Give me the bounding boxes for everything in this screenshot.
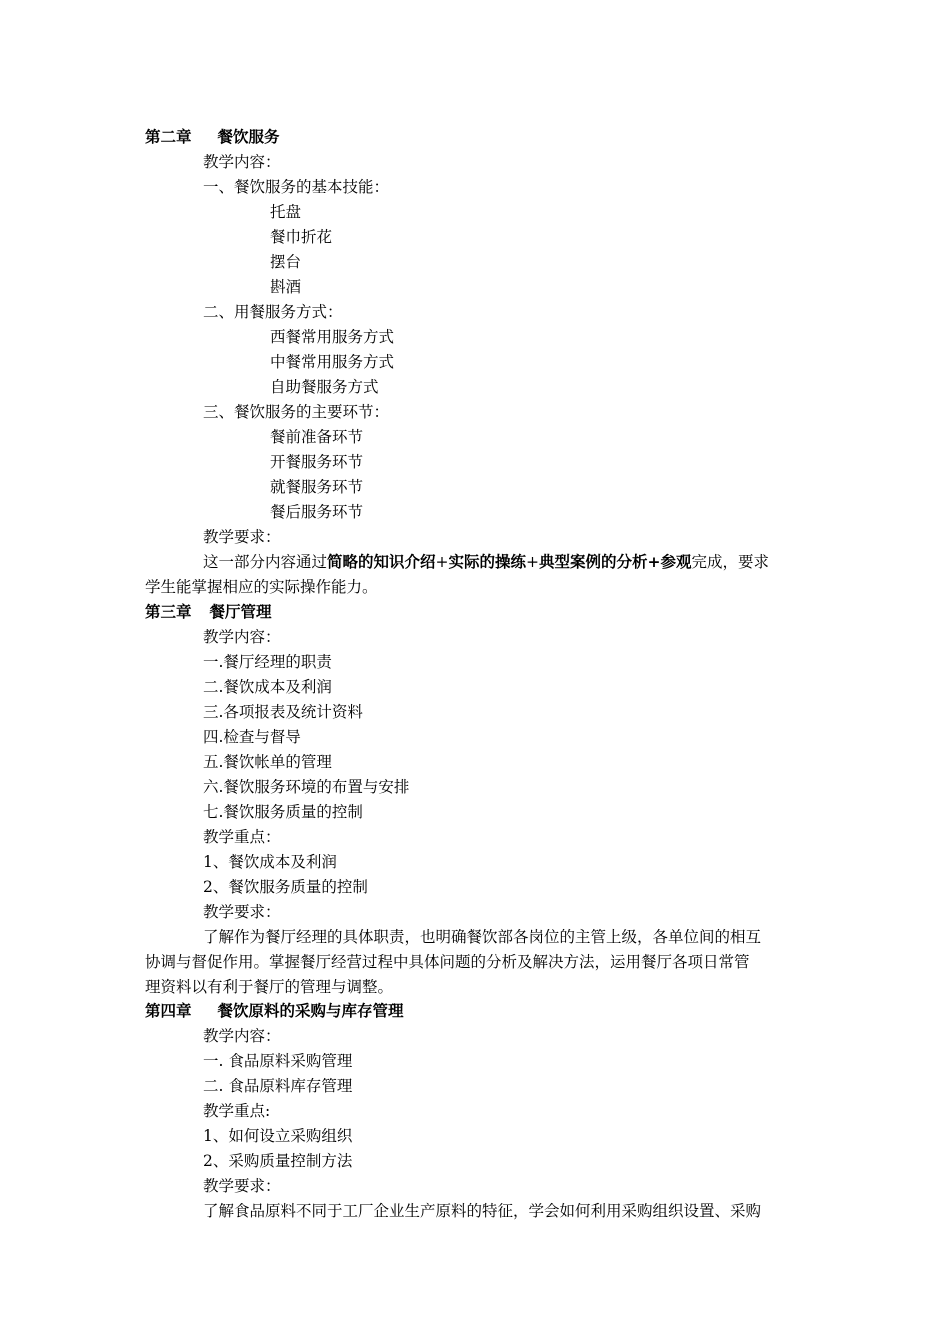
- list-item: 二. 食品原料库存管理: [203, 1077, 353, 1095]
- requirements-label: 教学要求：: [203, 1177, 281, 1195]
- chapter-4-heading: [145, 999, 404, 1024]
- chapter-number: 第二章: [145, 128, 192, 146]
- text-run: +: [526, 553, 540, 571]
- list-item: 摆台: [270, 253, 302, 271]
- bold-text-run: 典型案例的分析+参观: [539, 553, 692, 571]
- text-run: 完成，要求: [691, 553, 770, 571]
- requirements-paragraph-line: 了解食品原料不同于工厂企业生产原料的特征，学会如何利用采购组织设置、采购: [203, 1202, 762, 1220]
- list-item: 餐巾折花: [270, 228, 333, 246]
- list-item: 托盘: [270, 203, 302, 221]
- chapter-title: 餐饮原料的采购与库存管理: [217, 1002, 404, 1020]
- key-points-label: 教学重点:: [203, 1102, 271, 1120]
- list-item: 西餐常用服务方式: [270, 328, 395, 346]
- text-run: 这一部分内容通过: [203, 553, 328, 571]
- requirements-paragraph: [203, 550, 769, 575]
- content-label: 教学内容：: [203, 628, 281, 646]
- requirements-paragraph-line: 学生能掌握相应的实际操作能力。: [145, 578, 378, 596]
- list-item: 开餐服务环节: [270, 453, 364, 471]
- section-heading: 二、用餐服务方式：: [203, 303, 343, 321]
- list-item: 七.餐饮服务质量的控制: [203, 803, 363, 821]
- requirements-label: 教学要求：: [203, 528, 281, 546]
- chapter-number: 第三章: [145, 603, 192, 621]
- content-label: 教学内容：: [203, 153, 281, 171]
- chapter-number: 第四章: [145, 1002, 192, 1020]
- section-heading: 一、餐饮服务的基本技能：: [203, 178, 390, 196]
- list-item: 五.餐饮帐单的管理: [203, 753, 332, 771]
- list-item: 三.各项报表及统计资料: [203, 703, 363, 721]
- key-point-item: 1、如何设立采购组织: [203, 1127, 353, 1145]
- list-item: 斟酒: [270, 278, 302, 296]
- key-point-item: 2、餐饮服务质量的控制: [203, 878, 368, 896]
- requirements-label: 教学要求：: [203, 903, 281, 921]
- list-item: 餐后服务环节: [270, 503, 364, 521]
- requirements-paragraph-line: 理资料以有利于餐厅的管理与调整。: [145, 978, 394, 996]
- chapter-2-heading: [145, 125, 280, 150]
- list-item: 就餐服务环节: [270, 478, 364, 496]
- chapter-title: 餐饮服务: [217, 128, 280, 146]
- list-item: 中餐常用服务方式: [270, 353, 395, 371]
- requirements-paragraph-line: 了解作为餐厅经理的具体职责，也明确餐饮部各岗位的主管上级，各单位间的相互: [203, 928, 762, 946]
- list-item: 一. 食品原料采购管理: [203, 1052, 353, 1070]
- list-item: 自助餐服务方式: [270, 378, 379, 396]
- bold-text-run: 简略的知识介绍: [327, 553, 436, 571]
- key-points-label: 教学重点：: [203, 828, 281, 846]
- section-heading: 三、餐饮服务的主要环节：: [203, 403, 390, 421]
- content-label: 教学内容：: [203, 1027, 281, 1045]
- list-item: 六.餐饮服务环境的布置与安排: [203, 778, 410, 796]
- chapter-3-heading: [145, 600, 272, 625]
- text-run: +: [435, 553, 449, 571]
- requirements-paragraph-line: 协调与督促作用。掌握餐厅经营过程中具体问题的分析及解决方法，运用餐厅各项日常管: [145, 953, 750, 971]
- list-item: 四.检查与督导: [203, 728, 301, 746]
- list-item: 一.餐厅经理的职责: [203, 653, 332, 671]
- key-point-item: 2、采购质量控制方法: [203, 1152, 353, 1170]
- key-point-item: 1、餐饮成本及利润: [203, 853, 337, 871]
- list-item: 二.餐饮成本及利润: [203, 678, 332, 696]
- bold-text-run: 实际的操练: [448, 553, 527, 571]
- list-item: 餐前准备环节: [270, 428, 364, 446]
- chapter-title: 餐厅管理: [209, 603, 272, 621]
